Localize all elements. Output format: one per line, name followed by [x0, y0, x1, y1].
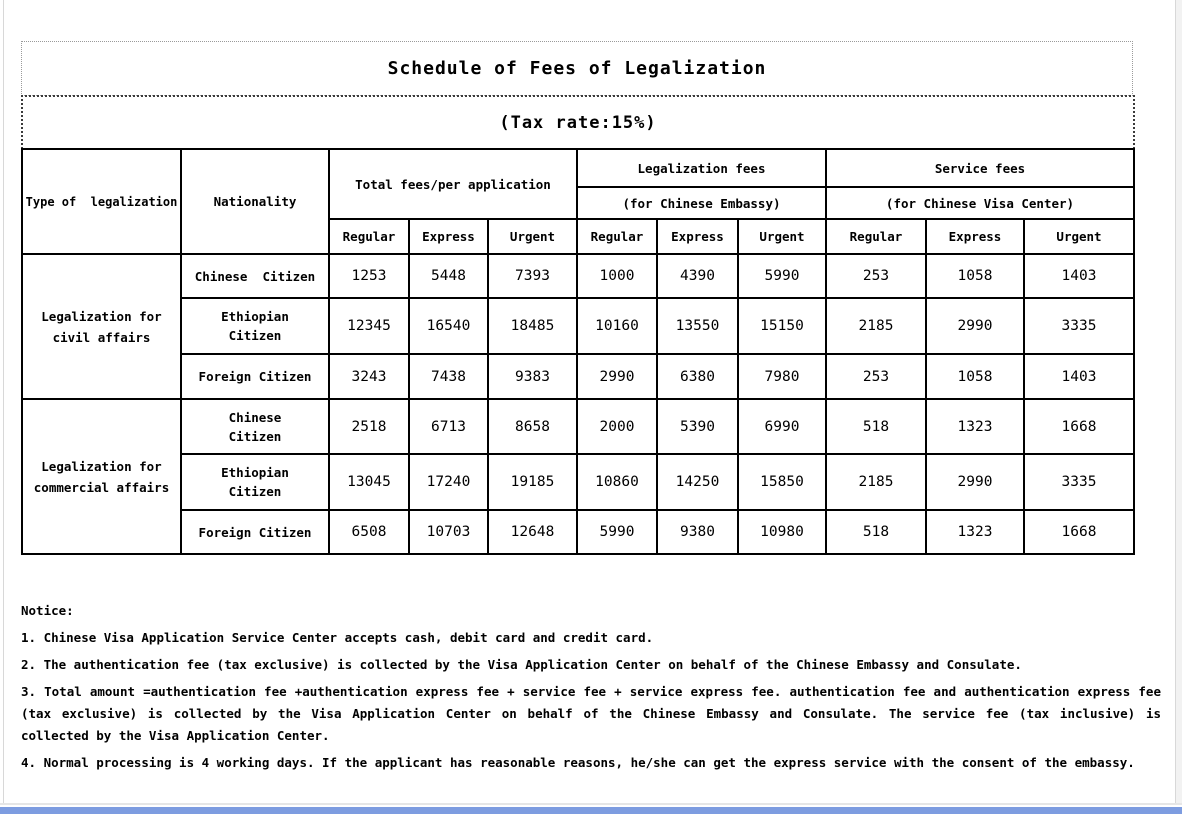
fee-value-cell: 12648 [488, 510, 577, 554]
fee-value-cell: 1403 [1024, 354, 1134, 399]
fee-value-cell: 7980 [738, 354, 826, 399]
fee-value-cell: 1668 [1024, 510, 1134, 554]
page-right-edge [1175, 0, 1176, 803]
fee-value-cell: 8658 [488, 399, 577, 454]
fee-value-cell: 1058 [926, 354, 1024, 399]
header-tier-express: Express [926, 219, 1024, 254]
fee-value-cell: 9383 [488, 354, 577, 399]
fee-value-cell: 10160 [577, 298, 657, 354]
fee-value-cell: 1058 [926, 254, 1024, 298]
fee-value-cell: 1403 [1024, 254, 1134, 298]
fee-value-cell: 2990 [577, 354, 657, 399]
nationality-line: Foreign Citizen [198, 369, 312, 384]
fee-value-cell: 518 [826, 510, 926, 554]
fee-value-cell: 1323 [926, 510, 1024, 554]
fee-value-cell: 1253 [329, 254, 409, 298]
notice-item: 1. Chinese Visa Application Service Center accepts cash, debit card and credit card. [21, 630, 654, 645]
header-row-1 [22, 149, 1134, 187]
nationality-line: Citizen [228, 484, 282, 499]
header-nationality: Nationality [181, 149, 329, 254]
nationality-cell [181, 454, 329, 510]
notice-item: 3. Total amount =authentication fee +authentication express fee + service fee + service express fee. authentication fee and authentication express fee (tax exclusive) is collected by the Visa Application Center on behalf of the Chinese Embassy and Consulate. The service fee (tax inclusive) is collected by the Visa Application Center. [21, 684, 1161, 743]
tax-rate-box [21, 95, 1135, 149]
fee-value-cell: 5990 [738, 254, 826, 298]
fee-value-cell: 10980 [738, 510, 826, 554]
fee-value-cell: 1668 [1024, 399, 1134, 454]
fee-value-cell: 10703 [409, 510, 488, 554]
fee-value-cell: 5390 [657, 399, 738, 454]
fee-value-cell: 6713 [409, 399, 488, 454]
nationality-line: Foreign Citizen [198, 524, 312, 540]
header-tier-urgent: Urgent [738, 219, 826, 254]
fee-value-cell: 1323 [926, 399, 1024, 454]
header-tier-regular: Regular [577, 219, 657, 254]
nationality-cell [181, 510, 329, 554]
fee-value-cell: 4390 [657, 254, 738, 298]
fee-value-cell: 10860 [577, 454, 657, 510]
fee-value-cell: 7393 [488, 254, 577, 298]
fee-value-cell: 5448 [409, 254, 488, 298]
header-legalization-fees: Legalization fees [577, 149, 826, 187]
page-right-gutter [1176, 0, 1182, 803]
fee-value-cell: 6508 [329, 510, 409, 554]
fee-value-cell: 13550 [657, 298, 738, 354]
header-total-fees: Total fees/per application [329, 149, 577, 219]
notice-item: 2. The authentication fee (tax exclusive) is collected by the Visa Application Center on behalf of the Chinese Embassy and Consulate. [21, 657, 1022, 672]
fee-value-cell: 2185 [826, 454, 926, 510]
header-type-of-legalization: Type of legalization [22, 149, 181, 254]
fees-table [21, 148, 1135, 555]
nationality-cell [181, 354, 329, 399]
fee-value-cell: 9380 [657, 510, 738, 554]
fee-value-cell: 3335 [1024, 298, 1134, 354]
table-row [22, 298, 1134, 354]
fee-value-cell: 14250 [657, 454, 738, 510]
notice-item: 4. Normal processing is 4 working days. If the applicant has reasonable reasons, he/she can get the express service with the consent of the embassy. [21, 755, 1135, 770]
fee-value-cell: 18485 [488, 298, 577, 354]
nationality-cell [181, 254, 329, 298]
fee-value-cell: 6990 [738, 399, 826, 454]
tax-rate-label: (Tax rate:15%) [499, 113, 657, 133]
fee-value-cell: 7438 [409, 354, 488, 399]
nationality-cell [181, 298, 329, 354]
fee-value-cell: 2000 [577, 399, 657, 454]
table-row [22, 254, 1134, 298]
fee-value-cell: 16540 [409, 298, 488, 354]
fee-value-cell: 12345 [329, 298, 409, 354]
header-legalization-fees-subtitle: (for Chinese Embassy) [577, 187, 826, 219]
document-title-box [21, 41, 1133, 96]
page-title: Schedule of Fees of Legalization [387, 58, 767, 79]
fee-value-cell: 2518 [329, 399, 409, 454]
fee-value-cell: 253 [826, 354, 926, 399]
group-label-civil-affairs: Legalization for civil affairs [22, 254, 181, 399]
fee-value-cell: 2990 [926, 298, 1024, 354]
fee-value-cell: 15150 [738, 298, 826, 354]
nationality-line: Citizen [228, 328, 282, 343]
fee-value-cell: 17240 [409, 454, 488, 510]
table-row [22, 399, 1134, 454]
window-bottom-separator [0, 803, 1182, 805]
table-row [22, 454, 1134, 510]
notice-heading: Notice: [21, 603, 74, 618]
notice-section [21, 600, 1161, 774]
fee-value-cell: 2990 [926, 454, 1024, 510]
header-service-fees: Service fees [826, 149, 1134, 187]
nationality-line: Citizen [228, 428, 282, 444]
fee-value-cell: 3335 [1024, 454, 1134, 510]
fee-value-cell: 13045 [329, 454, 409, 510]
table-row [22, 510, 1134, 554]
fee-value-cell: 15850 [738, 454, 826, 510]
fee-value-cell: 518 [826, 399, 926, 454]
header-service-fees-subtitle: (for Chinese Visa Center) [826, 187, 1134, 219]
fee-value-cell: 19185 [488, 454, 577, 510]
nationality-cell [181, 399, 329, 454]
header-tier-urgent: Urgent [1024, 219, 1134, 254]
fee-value-cell: 253 [826, 254, 926, 298]
nationality-line: Chinese [228, 409, 282, 425]
nationality-line: Ethiopian [221, 309, 289, 324]
fee-value-cell: 1000 [577, 254, 657, 298]
header-tier-express: Express [409, 219, 488, 254]
fee-value-cell: 5990 [577, 510, 657, 554]
fee-value-cell: 6380 [657, 354, 738, 399]
page-left-edge [3, 0, 4, 803]
fee-value-cell: 3243 [329, 354, 409, 399]
header-tier-regular: Regular [329, 219, 409, 254]
nationality-line: Chinese Citizen [194, 268, 316, 284]
header-tier-express: Express [657, 219, 738, 254]
group-label-commercial-affairs: Legalization for commercial affairs [22, 399, 181, 554]
table-row [22, 354, 1134, 399]
nationality-line: Ethiopian [221, 465, 289, 480]
fee-value-cell: 2185 [826, 298, 926, 354]
header-tier-urgent: Urgent [488, 219, 577, 254]
header-tier-regular: Regular [826, 219, 926, 254]
window-bottom-accent-bar [0, 807, 1182, 814]
